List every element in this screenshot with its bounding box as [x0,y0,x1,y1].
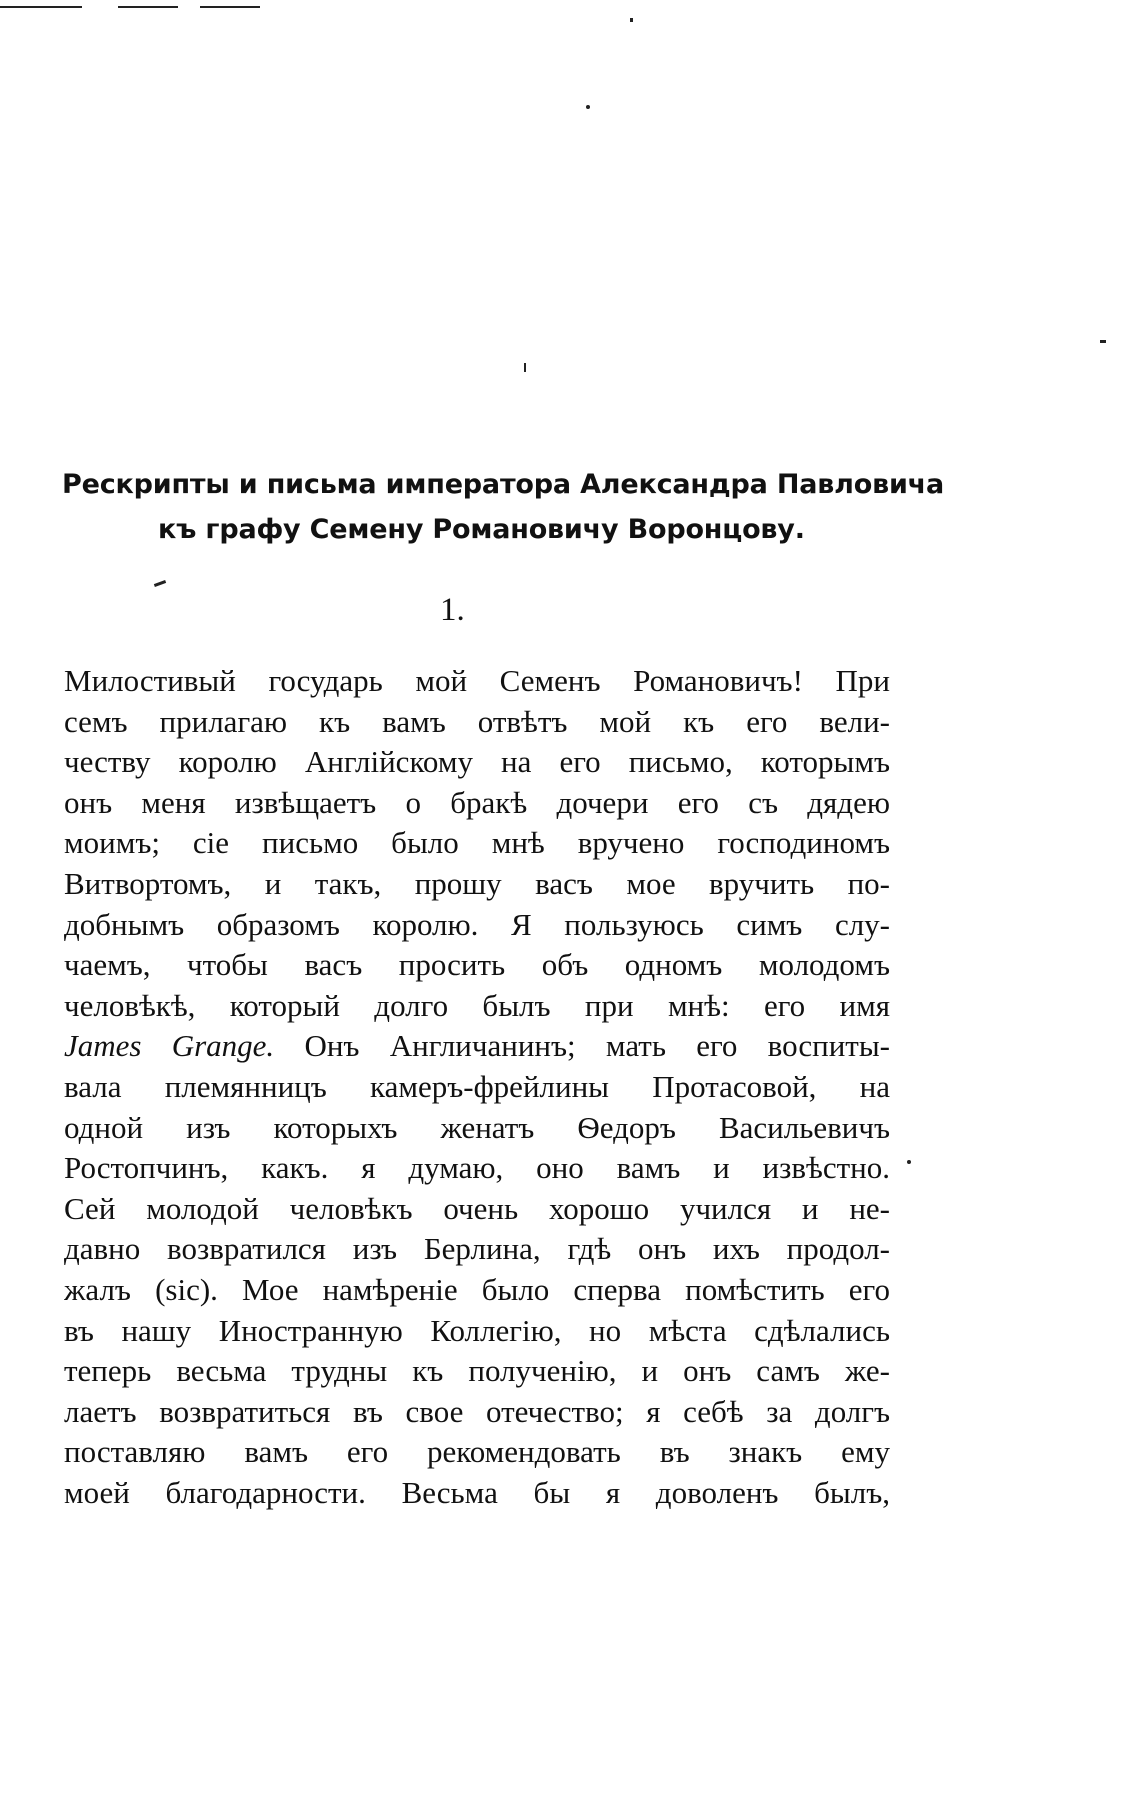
text-line: честву королю Англійскому на его письмо, которымъ [64,744,890,780]
text-line: чаемъ, чтобы васъ просить объ одномъ молодомъ [64,947,890,983]
text-line: вала племянницъ камеръ-фрейлины Протасовой, на [64,1068,890,1104]
document-heading [62,462,945,552]
italic-name: James Grange. [64,1028,275,1064]
text-line: Витвортомъ, и такъ, прошу васъ мое вручить по- [64,865,890,901]
letter-number: 1. [440,592,465,628]
text-line-rest: Онъ Англичанинъ; мать его воспиты- [304,1028,890,1064]
text-line: лаетъ возвратиться въ свое отечество; я себѣ за долгъ [64,1393,890,1429]
text-line: давно возвратился изъ Берлина, гдѣ онъ ихъ продол- [64,1231,890,1267]
heading-line-1: Рескрипты и письма императора Александра Павловича [62,469,945,500]
text-line: поставляю вамъ его рекомендовать въ знакъ ему [64,1434,890,1470]
text-line: добнымъ образомъ королю. Я пользуюсь симъ слу- [64,906,890,942]
scan-artifact-dash [154,580,166,587]
text-line: моимъ; сіе письмо было мнѣ вручено господиномъ [64,825,890,861]
text-line-with-name [64,1026,890,1067]
text-line: семъ прилагаю къ вамъ отвѣтъ мой къ его вели- [64,703,890,739]
text-line: теперь весьма трудны къ полученію, и онъ самъ же- [64,1353,890,1389]
scan-artifact-dot [1100,340,1106,343]
scan-artifact-dot [907,1160,911,1164]
scan-artifact-dot [630,18,633,22]
scan-artifact-dot [586,105,590,109]
scan-artifact-line [0,6,82,8]
text-line: человѣкѣ, который долго былъ при мнѣ: его имя [64,987,890,1023]
text-line: одной изъ которыхъ женатъ Ѳедоръ Васильевичъ [64,1109,890,1145]
scan-artifact-dot [524,363,526,372]
text-line: Милостивый государь мой Семенъ Романовичъ! При [64,663,890,698]
letter-body [64,661,890,1513]
text-line: жалъ (sic). Мое намѣреніе было сперва помѣстить его [64,1271,890,1307]
heading-line-2: къ графу Семену Романовичу Воронцову. [158,514,805,545]
text-line: моей благодарности. Весьма бы я доволенъ былъ, [64,1474,890,1510]
scan-artifact-line [200,6,260,8]
scan-artifact-line [118,6,178,8]
text-line: въ нашу Иностранную Коллегію, но мѣста сдѣлались [64,1312,890,1348]
text-line: онъ меня извѣщаетъ о бракѣ дочери его съ дядею [64,784,890,820]
text-line: Сей молодой человѣкъ очень хорошо учился и не- [64,1190,890,1226]
text-line: Ростопчинъ, какъ. я думаю, оно вамъ и извѣстно. [64,1150,890,1186]
